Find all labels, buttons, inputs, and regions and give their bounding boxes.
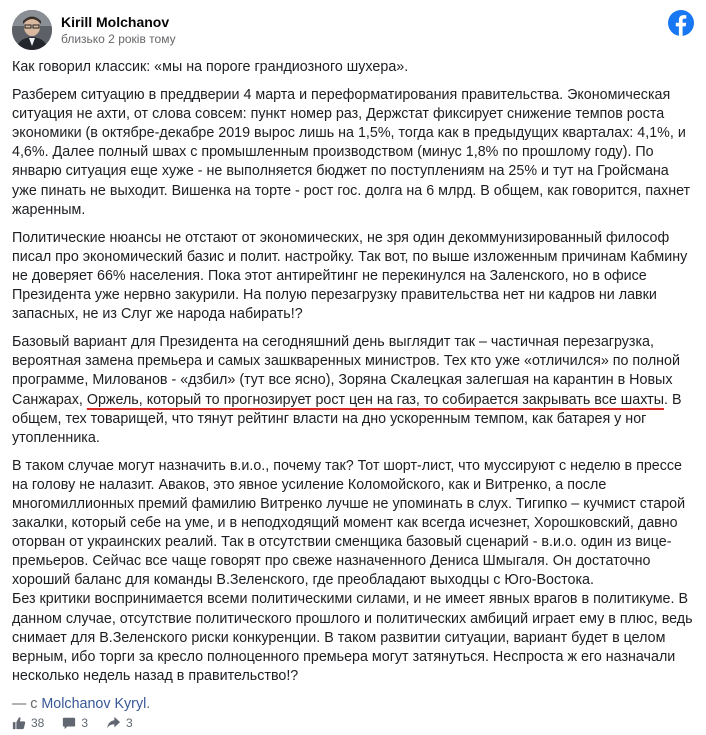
like-count-value: 38 [31,716,45,730]
with-line [12,695,697,714]
post-paragraph-2: Разберем ситуацию в преддверии 4 марта и переформатирования правительства. Экономическая ситуация не ахти, от слова совсем: пункт номер раз, Держстат фиксирует снижение темпов роста экономики (в октябре-декабре 2019 вырос лишь на 1,5%, тогда как в предыдущих кварталах: 4,1%, и 4,6%. Далее полный швах с промышленным производством (минус 1,8% по прошлому году). По январю ситуация еще хуже - не выполняется бюджет по поступлениям на 25% и тут на Гройсмана уже пинать не выходит. Вишенка на торте - рост гос. долга на 6 млрд. В общем, как говорится, пахнет жаренным. [12,87,691,218]
comment-count-value: 3 [81,716,89,730]
share-icon [106,716,121,730]
post-paragraph-1: Как говорил классик: «мы на пороге грандиозного шухера». [12,59,409,75]
share-count[interactable] [106,716,133,730]
comment-icon [62,716,76,730]
with-suffix: . [146,695,151,712]
avatar-photo [12,10,52,50]
underlined-highlight: Оржель, который то прогнозирует рост цен на газ, то собирается закрывать все шахты [86,391,665,408]
author-name[interactable]: Kirill Molchanov [61,14,170,30]
comment-count[interactable] [62,716,88,730]
post-paragraph-5: В таком случае могут назначить в.и.о., почему так? Тот шорт-лист, что муссируют с неделю в прессе на голову не налазит. Аваков, это явное усиление Коломойского, как и Витренко, а после многомиллионных премий фамилию Витренко лучше не упоминать в слух. Тигипко – кучмист старой закалки, который себе на уме, и в неподходящий момент как всегда исчезнет, Хорошковский, давно оторван от украинских реалий. Так в отсутствии сменщика базовый сценарий - в.и.о. один из вице-премьеров. Сейчас все чаще говорят про свеже назначенного Дениса Шмыгаля. Он достаточно хороший баланс для команды В.Зеленского, где преобладают выходцы с Юго-Востока. [12,457,686,589]
thumbs-up-icon [12,716,26,730]
post-paragraph-4 [12,333,697,448]
post-paragraph-6: Без критики воспринимается всеми политическими силами, и не имеет явных врагов в политикуме. В данном случае, отсутствие политического прошлого и политических амбиций играет ему в плюс, ведь снимает для В.Зеленского риски конкуренции. В таком развитии ситуации, вариант будет в целом верным, ибо торги за кресло полноценного премьера могут затянуться. Неспроста ж его назначали несколько недель назад в правительство!? [12,591,693,684]
post-time-row [61,31,176,47]
post-time[interactable]: близько 2 років тому [61,32,176,46]
post-paragraph-3: Политические нюансы не отстают от экономических, не зря один декоммунизированный философ писал про экономический базис и полит. настройку. Так вот, по выше изложенным причинам Кабмину не доверяет 66% населения. Пока этот антирейтинг не перекинулся на Заленского, но в офисе Президента уже нервно закурили. На полую перезагрузку правительства нет ни кадров ни лавки запасных, не из Слуг же народа набирать!? [12,229,688,323]
facebook-logo-icon[interactable] [668,10,694,36]
avatar[interactable] [12,10,52,50]
like-count[interactable] [12,716,44,730]
tagged-person-link[interactable]: Molchanov Kyryl [41,695,147,712]
with-prefix: — с [12,695,42,712]
author-block [61,13,176,47]
post-header [12,10,176,50]
post-paragraph-4-start: Базовый вариант для Президента на сегодняшний день выглядит так – частичная перезагрузка, вероятная замена премьера и самых зашкваренных министров. Тех кто уже «отличился» по полной программе, Милованов - «дзбил» (тут все ясно), Зоряна Скалецкая залегшая на карантин в Новых Санжарах, [12,334,680,408]
share-count-value: 3 [126,716,133,730]
post-body [12,58,697,723]
reactions-bar [12,714,151,732]
post-paragraph-4-end: . В общем, тех товарищей, что тянут рейтинг власти на дно ускоренным темпом, как батарея у ног утопленника. [12,391,682,446]
